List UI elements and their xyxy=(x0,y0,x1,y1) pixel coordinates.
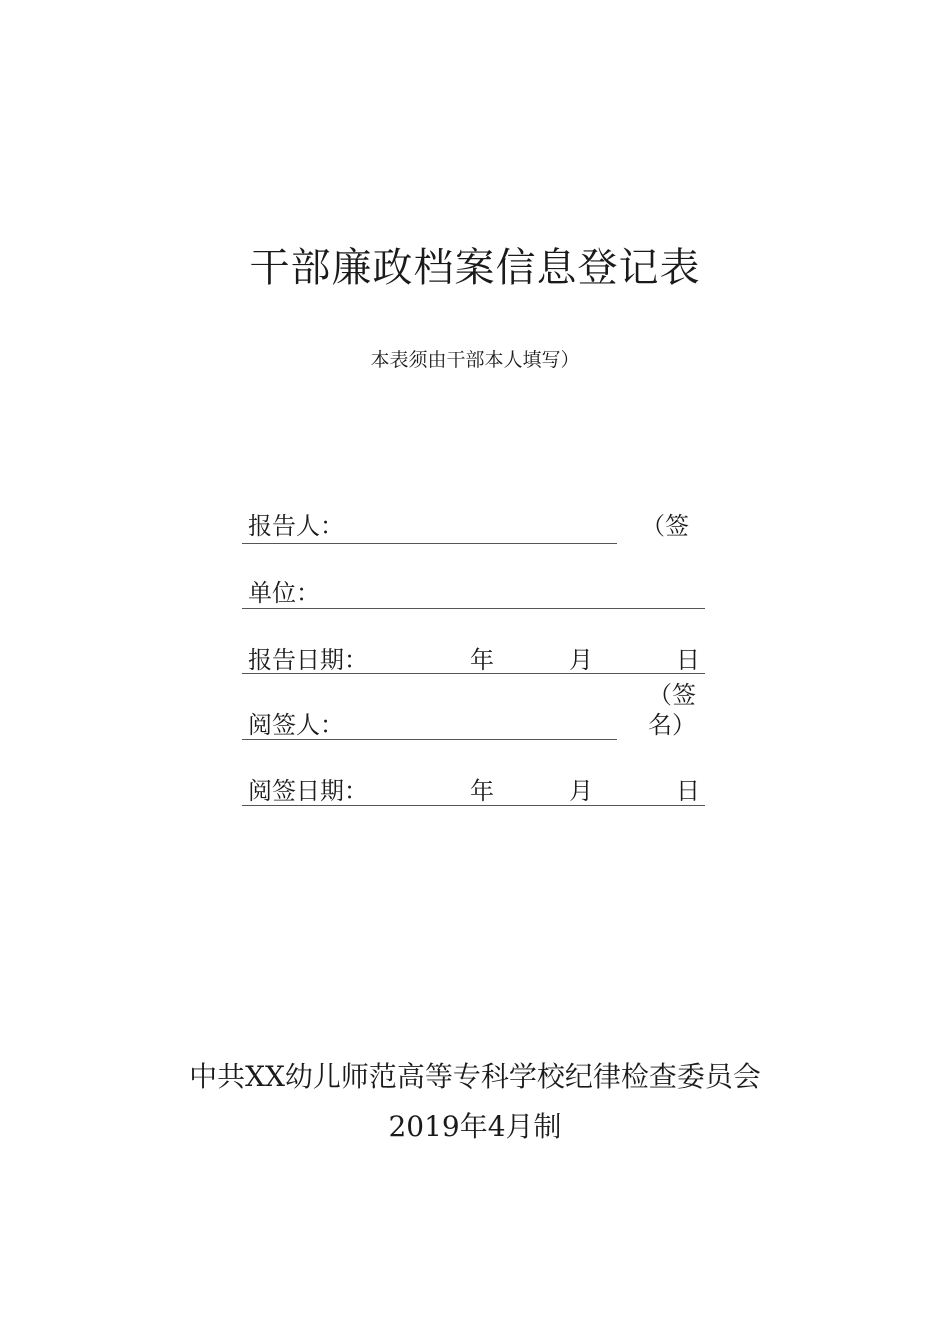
page-subtitle: 本表须由干部本人填写） xyxy=(370,349,580,371)
review-date-field-line[interactable] xyxy=(242,805,705,806)
reporter-sign-note: （签 xyxy=(641,512,689,540)
review-date-label: 阅签日期： xyxy=(248,777,368,805)
reviewer-label: 阅签人： xyxy=(248,711,344,739)
reviewer-field-line[interactable] xyxy=(242,739,617,740)
report-date-month: 月 xyxy=(569,646,593,674)
report-date-year: 年 xyxy=(470,646,494,674)
review-date-day: 日 xyxy=(676,777,700,805)
review-date-month: 月 xyxy=(569,777,593,805)
unit-field-line[interactable] xyxy=(242,608,705,609)
footer-organization: 中共XX幼儿师范高等专科学校纪律检查委员会 xyxy=(189,1060,761,1093)
unit-label: 单位： xyxy=(248,579,320,607)
report-date-day: 日 xyxy=(676,646,700,674)
reporter-label: 报告人： xyxy=(248,512,344,540)
reporter-field-line[interactable] xyxy=(242,543,617,544)
footer-date: 2019年4月制 xyxy=(388,1110,562,1143)
page-title: 干部廉政档案信息登记表 xyxy=(249,245,701,291)
reviewer-sign-note-line2: 名） xyxy=(648,711,696,739)
review-date-year: 年 xyxy=(470,777,494,805)
report-date-label: 报告日期： xyxy=(248,646,368,674)
reviewer-sign-note-line1: （签 xyxy=(648,681,696,709)
report-date-field-line[interactable] xyxy=(242,673,705,674)
